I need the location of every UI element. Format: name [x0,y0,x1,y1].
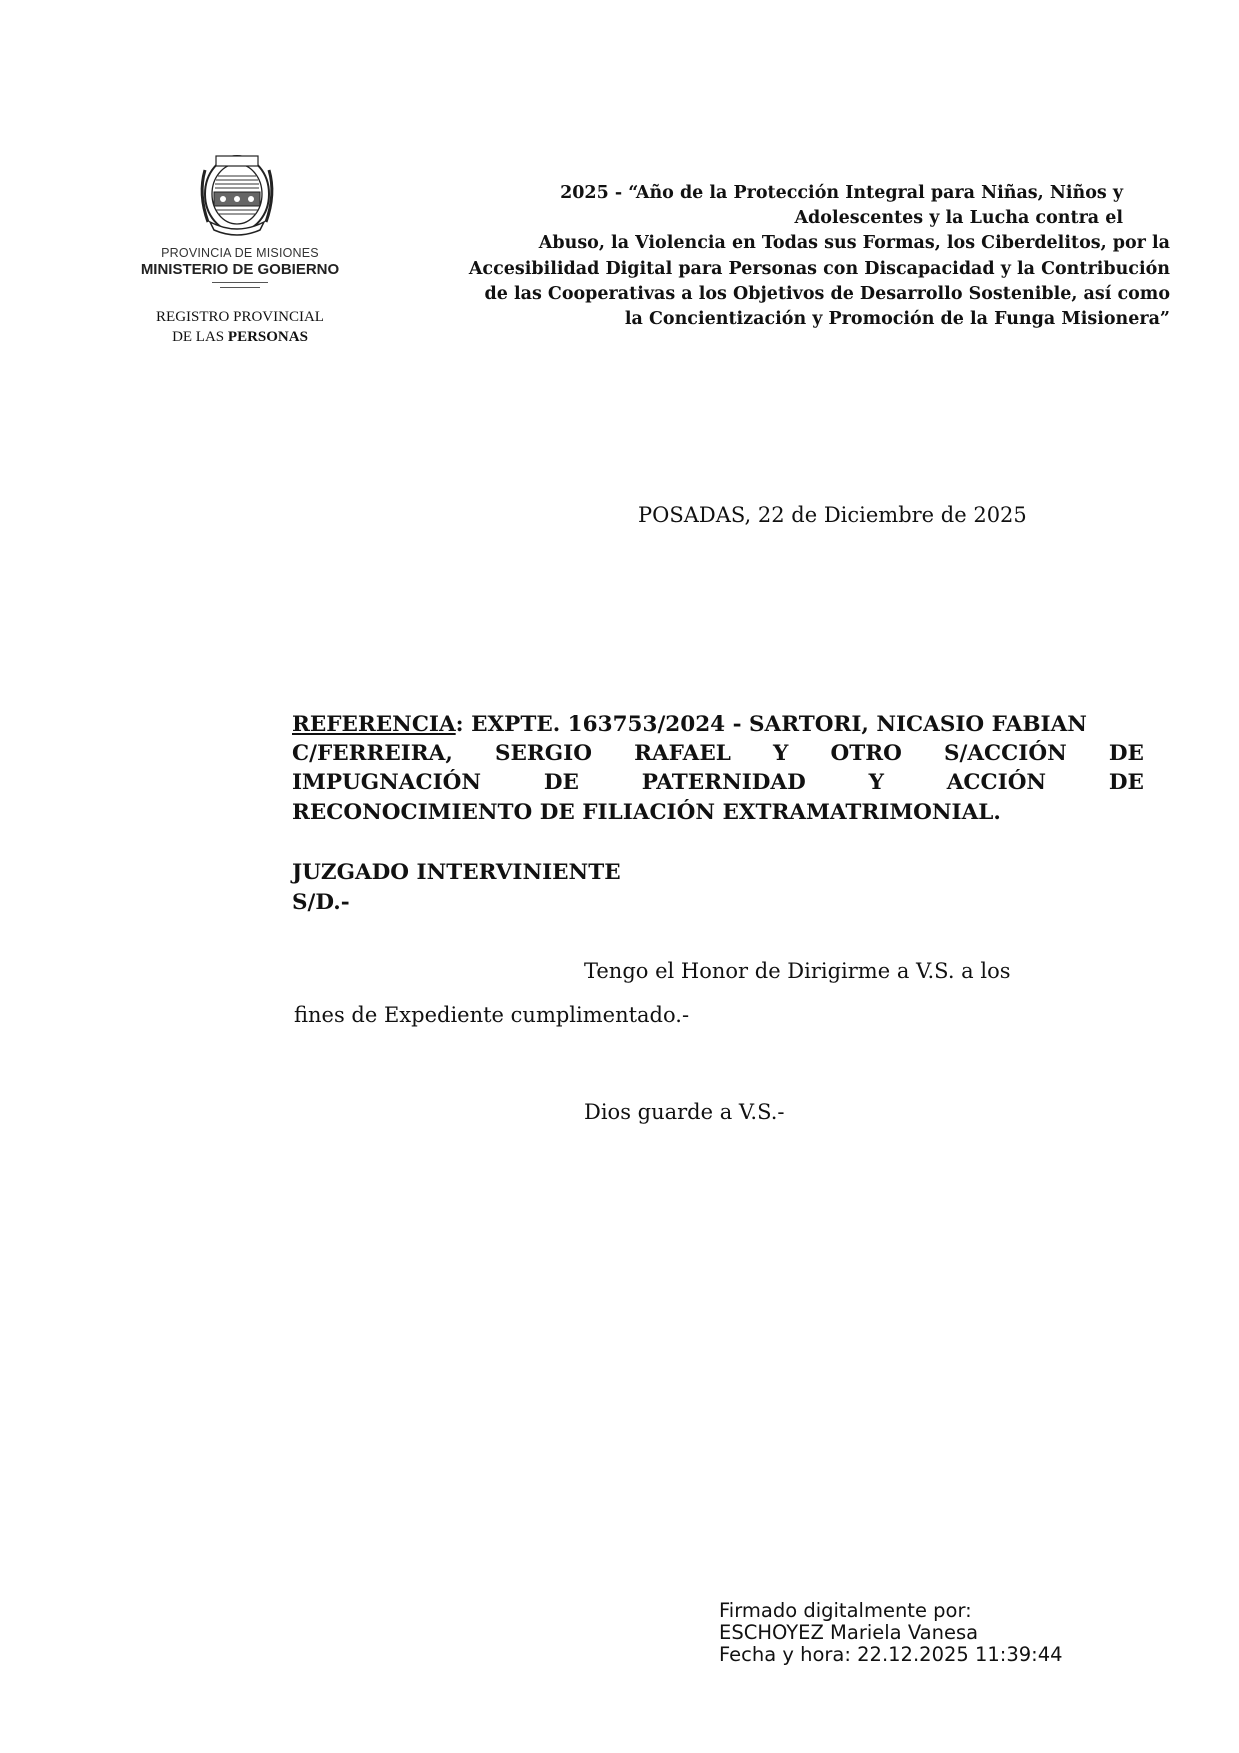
registry-name-line1: REGISTRO PROVINCIAL [156,309,324,325]
ref-word: DE [1108,741,1144,767]
ref-word: DE [543,770,579,796]
letterhead-divider [220,287,260,288]
motto-line: Accesibilidad Digital para Personas con Discapacidad y la Contribución [468,258,1170,279]
body-paragraph-line1: Tengo el Honor de Dirigirme a V.S. a los [584,959,1011,983]
ref-word: DE [1108,770,1144,796]
motto-line: 2025 - “Año de la Protección Integral para Niñas, Niños y [560,183,1123,203]
court-name: JUZGADO INTERVINIENTE [292,860,621,885]
motto-line: de las Cooperativas a los Objetivos de Desarrollo Sostenible, así como [484,283,1170,304]
registry-de-las: DE LAS [172,329,228,345]
court-sd: S/D.- [292,890,350,915]
ref-word: Y [868,770,884,796]
registry-personas: PERSONAS [227,329,308,345]
motto-line: Abuso, la Violencia en Todas sus Formas, los Ciberdelitos, por la [538,233,1170,254]
year-motto [380,181,1170,332]
ref-word: Y [773,741,789,767]
ref-word: SERGIO [495,741,592,767]
registry-name-line2 [120,329,360,346]
ministry-name: MINISTERIO DE GOBIERNO [140,261,340,278]
signature-datetime: Fecha y hora: 22.12.2025 11:39:44 [719,1642,1063,1666]
ref-word: C/FERREIRA, [292,741,453,767]
ref-word: S/ACCIÓN [944,741,1067,767]
letterhead-divider [212,282,268,283]
place-date: POSADAS, 22 de Diciembre de 2025 [638,503,1027,527]
motto-line: la Concientización y Promoción de la Funga Misionera” [624,309,1170,330]
ref-word: IMPUGNACIÓN [292,770,482,796]
ref-word: PATERNIDAD [641,770,806,796]
province-name: PROVINCIA DE MISIONES [161,246,319,260]
signer-name: ESCHOYEZ Mariela Vanesa [719,1620,979,1644]
reference-case: : EXPTE. 163753/2024 - SARTORI, NICASIO FABIAN [455,712,1087,737]
reference-block [292,710,1144,827]
reference-line-2 [292,739,1144,768]
addressee-block [292,858,621,918]
ref-word: ACCIÓN [946,770,1047,796]
reference-line-1 [292,710,1144,739]
province-coat-of-arms-logo [188,150,286,242]
reference-line-4: RECONOCIMIENTO DE FILIACIÓN EXTRAMATRIMONIAL. [292,799,1001,825]
ref-word: RAFAEL [634,741,731,767]
closing-salutation: Dios guarde a V.S.- [584,1100,785,1124]
reference-label: REFERENCIA [292,712,456,737]
signature-label: Firmado digitalmente por: [719,1599,972,1622]
body-paragraph-line2: fines de Expediente cumplimentado.- [294,1003,690,1027]
motto-line: Adolescentes y la Lucha contra el [794,208,1123,229]
ref-word: OTRO [830,741,902,767]
digital-signature-block [719,1600,1063,1665]
reference-line-3 [292,768,1144,797]
